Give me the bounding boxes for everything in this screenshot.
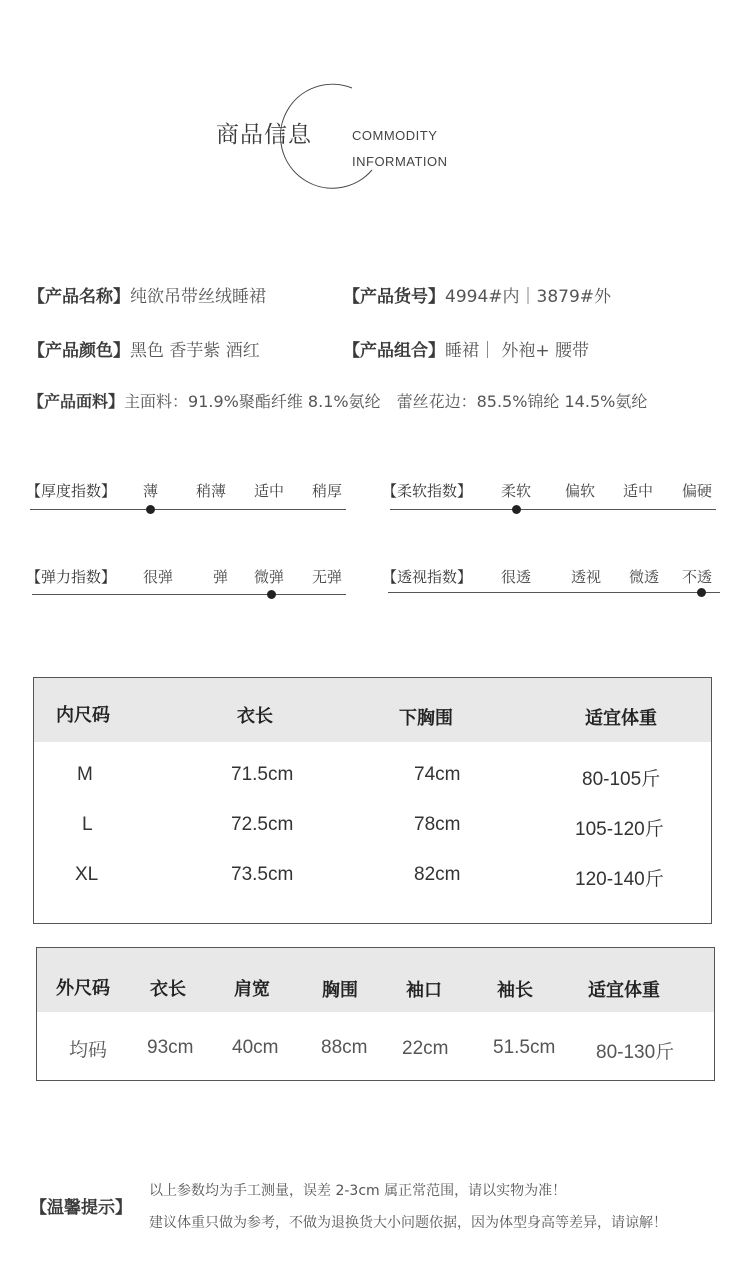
outer-row1-weight: 80-130斤 — [596, 1042, 675, 1063]
thickness-marker — [146, 505, 155, 514]
outer-row1-shoulder: 40cm — [232, 1037, 279, 1058]
product-combo-row — [343, 336, 589, 361]
thickness-index-label: 【厚度指数】 — [26, 482, 117, 500]
thickness-scale-line — [30, 509, 346, 510]
inner-header-size: 内尺码 — [56, 705, 110, 726]
inner-size-table — [33, 677, 712, 924]
transparency-scale-line — [388, 592, 720, 593]
softness-option-2: 偏软 — [565, 482, 596, 500]
outer-row1-size: 均码 — [69, 1040, 108, 1061]
thickness-option-2: 稍薄 — [196, 482, 227, 500]
elasticity-option-2: 弹 — [213, 568, 229, 586]
inner-row1-weight: 80-105斤 — [582, 769, 661, 790]
outer-row1-bust: 88cm — [321, 1037, 368, 1058]
section-title: 商品信息 — [216, 122, 312, 148]
outer-header-length: 衣长 — [150, 979, 186, 1000]
outer-header-weight: 适宜体重 — [588, 980, 660, 1001]
product-combo-value: 睡裙｜ 外袍+ 腰带 — [445, 341, 590, 361]
product-name-label: 【产品名称】 — [28, 287, 130, 307]
elasticity-index-label: 【弹力指数】 — [26, 568, 117, 586]
outer-table-header — [37, 948, 714, 1012]
inner-row1-size: M — [77, 764, 93, 785]
elasticity-marker — [267, 590, 276, 599]
transparency-option-3: 微透 — [629, 568, 660, 586]
outer-row1-length: 93cm — [147, 1037, 194, 1058]
product-color-row — [28, 336, 260, 361]
product-combo-label: 【产品组合】 — [343, 341, 445, 361]
outer-header-bust: 胸围 — [322, 980, 358, 1001]
product-code-value: 4994#内｜3879#外 — [445, 287, 612, 307]
softness-scale-line — [390, 509, 716, 510]
product-color-value: 黑色 香芋紫 酒红 — [130, 341, 260, 361]
softness-option-3: 适中 — [623, 482, 654, 500]
thickness-option-4: 稍厚 — [312, 482, 343, 500]
product-fabric-label: 【产品面料】 — [28, 392, 125, 411]
tips-line-2: 建议体重只做为参考，不做为退换货大小问题依据，因为体型身高等差异，请谅解！ — [149, 1215, 667, 1231]
product-fabric-row — [28, 389, 647, 412]
product-code-row — [343, 282, 611, 307]
outer-header-size: 外尺码 — [56, 978, 110, 999]
inner-header-weight: 适宜体重 — [585, 708, 657, 729]
elasticity-option-4: 无弹 — [312, 568, 343, 586]
inner-row2-size: L — [82, 814, 93, 835]
inner-header-length: 衣长 — [237, 706, 273, 727]
product-color-label: 【产品颜色】 — [28, 341, 130, 361]
thickness-option-3: 适中 — [254, 482, 285, 500]
inner-row1-underbust: 74cm — [414, 764, 461, 785]
inner-row3-weight: 120-140斤 — [575, 869, 664, 890]
softness-marker — [512, 505, 521, 514]
inner-row2-underbust: 78cm — [414, 814, 461, 835]
softness-index-label: 【柔软指数】 — [382, 482, 473, 500]
outer-row1-cuff: 22cm — [402, 1038, 449, 1059]
inner-table-header — [34, 678, 711, 742]
product-fabric-value: 主面料：91.9%聚酯纤维 8.1%氨纶 蕾丝花边：85.5%锦纶 14.5%氨纶 — [124, 392, 648, 411]
outer-header-cuff: 袖口 — [406, 980, 442, 1001]
inner-header-underbust: 下胸围 — [399, 708, 453, 729]
tips-label: 【温馨提示】 — [30, 1198, 132, 1218]
outer-header-shoulder: 肩宽 — [234, 979, 270, 1000]
transparency-option-2: 透视 — [571, 568, 602, 586]
product-name-row — [28, 282, 266, 307]
transparency-option-4: 不透 — [682, 568, 713, 586]
section-subtitle-line1: COMMODITY — [352, 128, 438, 143]
product-name-value: 纯欲吊带丝绒睡裙 — [130, 287, 266, 307]
inner-row3-length: 73.5cm — [231, 864, 294, 885]
inner-row2-length: 72.5cm — [231, 814, 294, 835]
transparency-option-1: 很透 — [501, 568, 532, 586]
transparency-index-label: 【透视指数】 — [382, 568, 473, 586]
outer-header-sleeve: 袖长 — [497, 980, 533, 1001]
transparency-marker — [697, 588, 706, 597]
inner-row2-weight: 105-120斤 — [575, 819, 664, 840]
elasticity-option-3: 微弹 — [254, 568, 285, 586]
inner-row3-underbust: 82cm — [414, 864, 461, 885]
section-subtitle-line2: INFORMATION — [352, 154, 448, 169]
softness-option-4: 偏硬 — [682, 482, 713, 500]
thickness-option-1: 薄 — [143, 482, 159, 500]
product-code-label: 【产品货号】 — [343, 287, 445, 307]
elasticity-option-1: 很弹 — [143, 568, 174, 586]
inner-row1-length: 71.5cm — [231, 764, 294, 785]
outer-size-table — [36, 947, 715, 1081]
outer-row1-sleeve: 51.5cm — [493, 1037, 556, 1058]
tips-line-1: 以上参数均为手工测量，误差 2-3cm 属正常范围，请以实物为准！ — [149, 1183, 567, 1199]
elasticity-scale-line — [32, 594, 346, 595]
inner-row3-size: XL — [75, 864, 99, 885]
softness-option-1: 柔软 — [501, 482, 532, 500]
